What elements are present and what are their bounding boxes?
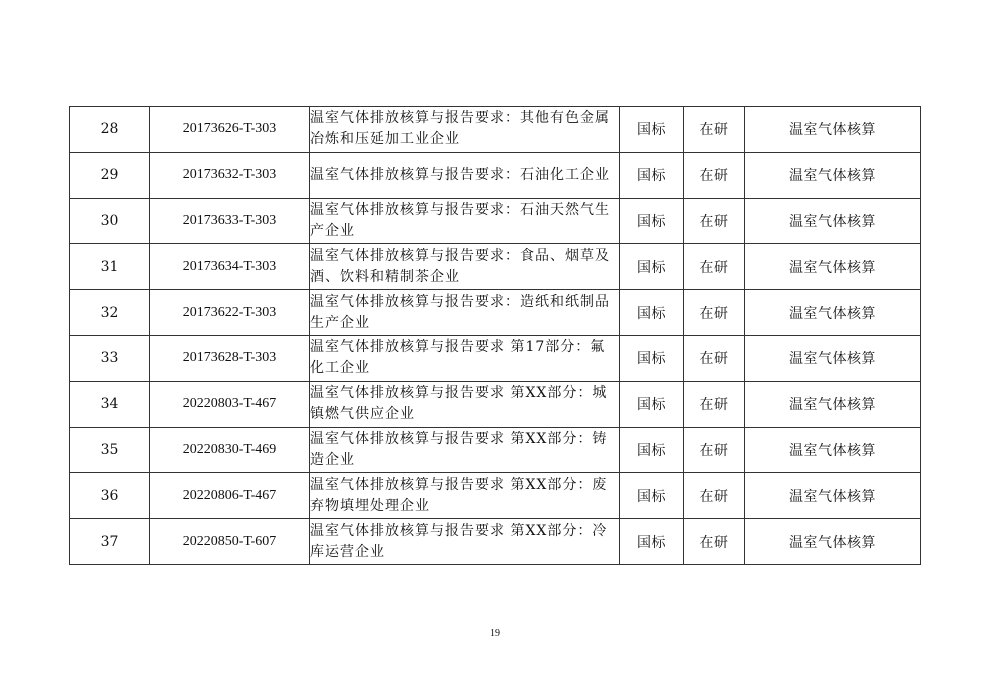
plan-code: 20173634-T-303 bbox=[150, 244, 310, 290]
status-cell: 在研 bbox=[684, 198, 745, 244]
plan-code: 20173632-T-303 bbox=[150, 152, 310, 198]
category-cell: 温室气体核算 bbox=[745, 335, 921, 381]
plan-code: 20173626-T-303 bbox=[150, 107, 310, 153]
plan-code: 20173633-T-303 bbox=[150, 198, 310, 244]
plan-code: 20173628-T-303 bbox=[150, 335, 310, 381]
table-row bbox=[70, 381, 921, 427]
table-row bbox=[70, 152, 921, 198]
category-cell: 温室气体核算 bbox=[745, 244, 921, 290]
plan-code: 20220850-T-607 bbox=[150, 519, 310, 565]
row-number: 28 bbox=[70, 107, 150, 153]
plan-code: 20220803-T-467 bbox=[150, 381, 310, 427]
row-number: 32 bbox=[70, 290, 150, 336]
standards-table bbox=[69, 106, 921, 565]
page-number: 19 bbox=[490, 628, 500, 639]
category-cell: 温室气体核算 bbox=[745, 152, 921, 198]
status-cell: 在研 bbox=[684, 107, 745, 153]
standard-type: 国标 bbox=[620, 519, 684, 565]
standard-type: 国标 bbox=[620, 152, 684, 198]
category-cell: 温室气体核算 bbox=[745, 473, 921, 519]
status-cell: 在研 bbox=[684, 290, 745, 336]
row-number: 30 bbox=[70, 198, 150, 244]
status-cell: 在研 bbox=[684, 381, 745, 427]
table-row bbox=[70, 519, 921, 565]
category-cell: 温室气体核算 bbox=[745, 519, 921, 565]
standard-name: 温室气体排放核算与报告要求 第XX部分：冷库运营企业 bbox=[310, 519, 620, 565]
row-number: 37 bbox=[70, 519, 150, 565]
status-cell: 在研 bbox=[684, 427, 745, 473]
standard-type: 国标 bbox=[620, 473, 684, 519]
status-cell: 在研 bbox=[684, 473, 745, 519]
row-number: 36 bbox=[70, 473, 150, 519]
table-row bbox=[70, 335, 921, 381]
row-number: 35 bbox=[70, 427, 150, 473]
plan-code: 20173622-T-303 bbox=[150, 290, 310, 336]
standard-name: 温室气体排放核算与报告要求：石油化工企业 bbox=[310, 152, 620, 198]
table-row bbox=[70, 473, 921, 519]
standard-name: 温室气体排放核算与报告要求：食品、烟草及酒、饮料和精制茶企业 bbox=[310, 244, 620, 290]
standard-name: 温室气体排放核算与报告要求：其他有色金属冶炼和压延加工业企业 bbox=[310, 107, 620, 153]
row-number: 31 bbox=[70, 244, 150, 290]
row-number: 29 bbox=[70, 152, 150, 198]
status-cell: 在研 bbox=[684, 152, 745, 198]
table-row bbox=[70, 290, 921, 336]
standard-name: 温室气体排放核算与报告要求 第XX部分：铸造企业 bbox=[310, 427, 620, 473]
status-cell: 在研 bbox=[684, 335, 745, 381]
table-row bbox=[70, 427, 921, 473]
plan-code: 20220830-T-469 bbox=[150, 427, 310, 473]
status-cell: 在研 bbox=[684, 244, 745, 290]
standard-name: 温室气体排放核算与报告要求：石油天然气生产企业 bbox=[310, 198, 620, 244]
category-cell: 温室气体核算 bbox=[745, 427, 921, 473]
row-number: 34 bbox=[70, 381, 150, 427]
category-cell: 温室气体核算 bbox=[745, 381, 921, 427]
standard-type: 国标 bbox=[620, 290, 684, 336]
standard-name: 温室气体排放核算与报告要求：造纸和纸制品生产企业 bbox=[310, 290, 620, 336]
standard-name: 温室气体排放核算与报告要求 第17部分：氟化工企业 bbox=[310, 335, 620, 381]
standard-name: 温室气体排放核算与报告要求 第XX部分：废弃物填埋处理企业 bbox=[310, 473, 620, 519]
table-row bbox=[70, 198, 921, 244]
table-row bbox=[70, 107, 921, 153]
table-row bbox=[70, 244, 921, 290]
standard-type: 国标 bbox=[620, 427, 684, 473]
row-number: 33 bbox=[70, 335, 150, 381]
plan-code: 20220806-T-467 bbox=[150, 473, 310, 519]
status-cell: 在研 bbox=[684, 519, 745, 565]
category-cell: 温室气体核算 bbox=[745, 290, 921, 336]
standard-type: 国标 bbox=[620, 107, 684, 153]
standard-name: 温室气体排放核算与报告要求 第XX部分：城镇燃气供应企业 bbox=[310, 381, 620, 427]
standard-type: 国标 bbox=[620, 381, 684, 427]
category-cell: 温室气体核算 bbox=[745, 198, 921, 244]
table-body bbox=[70, 107, 921, 565]
category-cell: 温室气体核算 bbox=[745, 107, 921, 153]
standard-type: 国标 bbox=[620, 244, 684, 290]
standard-type: 国标 bbox=[620, 335, 684, 381]
standard-type: 国标 bbox=[620, 198, 684, 244]
